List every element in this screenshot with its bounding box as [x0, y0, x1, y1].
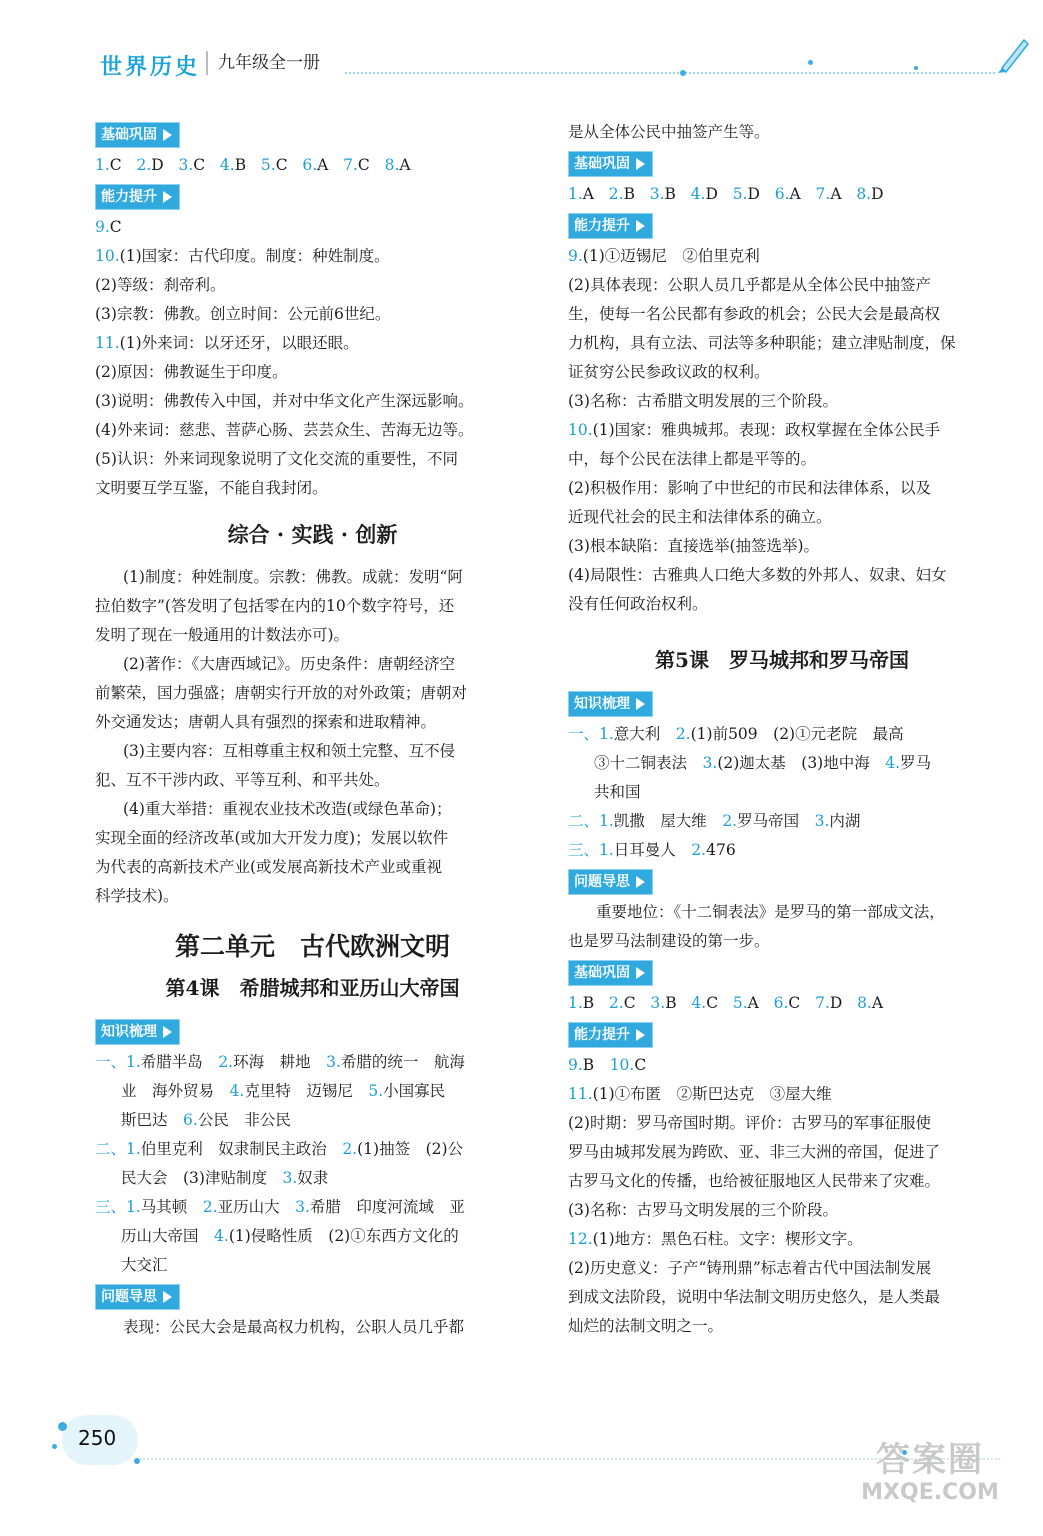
paragraph-line: (4)重大举措：重视农业技术改造(或绿色革命)；	[123, 800, 452, 818]
answer-text: (1)外来词：以牙还牙，以眼还眼。	[119, 334, 359, 352]
q-num: 8.	[856, 185, 872, 203]
paragraph-line: 犯、互不干涉内政、平等互利、和平共处。	[95, 771, 390, 789]
q-num: 6.	[774, 185, 790, 203]
answer-line	[568, 503, 996, 532]
lesson-title-4: 第4课 希腊城邦和亚历山大帝国	[165, 976, 460, 1000]
q-num: 5.	[732, 994, 748, 1012]
answer-line	[95, 300, 530, 329]
answer: A	[399, 156, 411, 174]
answer-text: 大交汇	[121, 1256, 168, 1274]
answer-line	[95, 445, 530, 474]
answer: C	[623, 994, 636, 1012]
answer-text: C	[634, 1056, 647, 1074]
paragraph-line: 也是罗马法制建设的第一步。	[568, 932, 770, 950]
answer-line	[95, 358, 530, 387]
q-num: 5.	[732, 185, 748, 203]
answer-text: 希腊的统一 航海	[340, 1053, 465, 1071]
q-num: 2.	[722, 812, 738, 830]
answer: D	[151, 156, 164, 174]
q-num: 4.	[229, 1082, 245, 1100]
answer-text: 意大利	[613, 725, 676, 743]
answer: D	[871, 185, 884, 203]
header-dot	[680, 70, 686, 76]
q-num: 3.	[702, 754, 718, 772]
answer-line	[95, 151, 530, 180]
answer-text: 文明要互学互鉴，不能自我封闭。	[95, 479, 328, 497]
answer-text: ③十二铜表法	[594, 754, 703, 772]
answer-line	[95, 1106, 530, 1135]
section-tag-jichu: 基础巩固	[568, 151, 653, 177]
answer-line	[568, 1254, 996, 1283]
q-num: 2.	[342, 1140, 358, 1158]
answer-line	[568, 387, 996, 416]
answer-line	[568, 807, 996, 836]
answer: C	[706, 994, 719, 1012]
q-num: 一、1.	[95, 1053, 141, 1071]
answer-line	[568, 590, 996, 619]
answer: A	[830, 185, 842, 203]
section-tag-zhishi: 知识梳理	[95, 1019, 180, 1045]
answer: D	[829, 994, 843, 1012]
q-num: 7.	[343, 156, 358, 174]
answer: C	[275, 156, 288, 174]
q-num: 8.	[857, 994, 872, 1012]
q-num: 二、1.	[95, 1140, 141, 1158]
q-num: 3.	[295, 1198, 310, 1216]
answer: B	[582, 994, 595, 1012]
footer-dot	[52, 1444, 57, 1449]
answer-line	[568, 720, 996, 749]
section-tag-nengli: 能力提升	[568, 1022, 653, 1048]
paragraph-line: 拉伯数字”(答发明了包括零在内的10个数字符号，还	[95, 597, 455, 615]
answer-line	[568, 329, 996, 358]
answer-text: (1)①迈锡尼 ②伯里克利	[582, 247, 760, 265]
answer-text: (2)历史意义：子产“铸刑鼎”标志着古代中国法制发展	[568, 1259, 932, 1277]
answer-text: (5)认识：外来词现象说明了文化交流的重要性，不同	[95, 450, 458, 468]
paragraph-line: 实现全面的经济改革(或加大开发力度)；发展以软件	[95, 829, 449, 847]
answer-line	[95, 474, 530, 503]
answer-line	[568, 474, 996, 503]
answer: D	[705, 185, 718, 203]
q-num: 9.	[568, 1056, 583, 1074]
q-num: 12.	[568, 1230, 593, 1248]
answer-line	[568, 532, 996, 561]
answer-line	[568, 1138, 996, 1167]
q-num: 2.	[691, 841, 707, 859]
answer-line	[95, 1193, 530, 1222]
answer-text: 斯巴达	[121, 1111, 184, 1129]
answer-line	[95, 242, 530, 271]
section-tag-zhishi: 知识梳理	[568, 691, 653, 717]
footer-dot	[58, 1422, 67, 1431]
answer-text: 生，使每一名公民都有参政的机会；公民大会是最高权	[568, 305, 941, 323]
answer-text: (2)等级：刹帝利。	[95, 276, 226, 294]
answer: C	[109, 156, 122, 174]
pen-icon	[994, 34, 1030, 74]
section-tag-nengli: 能力提升	[568, 213, 653, 239]
q-num: 5.	[368, 1082, 384, 1100]
q-num: 1.	[568, 185, 583, 203]
paragraph-line: (3)主要内容：互相尊重主权和领土完整、互不侵	[123, 742, 455, 760]
q-num: 10.	[609, 1056, 635, 1074]
answer: C	[193, 156, 206, 174]
answer-line	[568, 271, 996, 300]
answer-text: (1)①布匿 ②斯巴达克 ③屋大维	[592, 1085, 832, 1103]
answer-text: (4)局限性：古雅典人口绝大多数的外邦人、奴隶、妇女	[568, 566, 947, 584]
answer-text: 灿烂的法制文明之一。	[568, 1317, 724, 1335]
answer-text: 罗马	[900, 754, 932, 772]
section-tag-jichu: 基础巩固	[95, 122, 180, 148]
answer-text: (2)迦太基 (3)地中海	[717, 754, 886, 772]
q-num: 2.	[136, 156, 152, 174]
paragraph-line: 科学技术)。	[95, 887, 179, 905]
q-num: 3.	[649, 185, 665, 203]
answer: D	[747, 185, 760, 203]
answer-text: (3)根本缺陷：直接选举(抽签选举)。	[568, 537, 820, 555]
watermark	[855, 1440, 1005, 1506]
answer-text: 凯撒 屋大维	[613, 812, 723, 830]
answer-line	[568, 1080, 996, 1109]
subject-title: 世界历史	[100, 55, 201, 80]
answer-text: (4)外来词：慈悲、菩萨心肠、芸芸众生、苦海无边等。	[95, 421, 474, 439]
paragraph-line: 前繁荣，国力强盛；唐朝实行开放的对外政策；唐朝对	[95, 684, 468, 702]
q-num: 8.	[384, 156, 400, 174]
q-num: 3.	[814, 812, 830, 830]
answer-line	[568, 1283, 996, 1312]
q-num: 3.	[326, 1053, 341, 1071]
q-num: 6.	[773, 994, 789, 1012]
header-dot	[914, 66, 918, 70]
q-num: 1.	[568, 994, 583, 1012]
q-num: 3.	[650, 994, 666, 1012]
answer-text: 克里特 迈锡尼	[244, 1082, 369, 1100]
q-num: 10.	[95, 247, 120, 265]
answer-line	[568, 1312, 996, 1341]
q-num: 三、1.	[568, 841, 614, 859]
answer-line	[95, 1222, 530, 1251]
answer-text: 民大会 (3)津贴制度	[121, 1169, 283, 1187]
q-num: 11.	[95, 334, 120, 352]
answer-text: 公民 非公民	[197, 1111, 291, 1129]
q-num: 4.	[691, 994, 707, 1012]
watermark-url: MXQE.COM	[861, 1480, 999, 1505]
answer-line	[568, 1225, 996, 1254]
paragraph-line: 表现：公民大会是最高权力机构，公职人员几乎都	[123, 1318, 465, 1336]
paragraph-line: (1)制度：种姓制度。宗教：佛教。成就：发明“阿	[123, 568, 463, 586]
answer-text: 希腊半岛	[140, 1053, 219, 1071]
answer: C	[357, 156, 370, 174]
grade-label: 九年级全一册	[206, 51, 320, 75]
answer-line	[95, 1048, 530, 1077]
answer-text: (2)原因：佛教诞生于印度。	[95, 363, 288, 381]
answer-line	[568, 1167, 996, 1196]
answer-text: 证贫穷公民参政议政的权利。	[568, 363, 770, 381]
answer: A	[317, 156, 329, 174]
q-num: 2.	[675, 725, 691, 743]
section-tag-wenti: 问题导思	[95, 1284, 180, 1310]
right-column	[568, 118, 996, 1341]
answer-line	[95, 1135, 530, 1164]
answer-line	[95, 416, 530, 445]
answer-line	[568, 358, 996, 387]
answer-line	[568, 1196, 996, 1225]
answer-line	[568, 416, 996, 445]
answer-line	[568, 1051, 996, 1080]
q-num: 7.	[815, 185, 831, 203]
answer-text: 伯里克利 奴隶制民主政治	[140, 1140, 343, 1158]
paragraph-line: 为代表的高新技术产业(或发展高新技术产业或重视	[95, 858, 443, 876]
paragraph-line: 是从全体公民中抽签产生等。	[568, 123, 770, 141]
answer-text: 共和国	[594, 783, 641, 801]
answer-text: 日耳曼人	[613, 841, 692, 859]
answer: A	[871, 994, 884, 1012]
answer-text: (2)积极作用：影响了中世纪的市民和法律体系，以及	[568, 479, 931, 497]
section-tag-wenti: 问题导思	[568, 869, 653, 895]
answer-line	[95, 213, 530, 242]
q-num: 一、1.	[568, 725, 614, 743]
answer-line	[568, 180, 996, 209]
q-num: 2.	[608, 185, 624, 203]
lesson-title-5: 第5课 罗马城邦和罗马帝国	[655, 648, 909, 672]
answer: B	[234, 156, 247, 174]
section-heading-zonghe: 综合 · 实践 · 创新	[227, 522, 398, 547]
paragraph-line: 外交通发达；唐朝人具有强烈的探索和进取精神。	[95, 713, 437, 731]
answer-line	[568, 300, 996, 329]
q-num: 7.	[815, 994, 830, 1012]
answer-text: (1)地方：黑色石柱。文字：楔形文字。	[592, 1230, 863, 1248]
answer: B	[623, 185, 635, 203]
answer-text: B	[582, 1056, 610, 1074]
answer: A	[789, 185, 801, 203]
answer-line	[568, 989, 996, 1018]
answer-text: 奴隶	[297, 1169, 329, 1187]
page-number: 250	[78, 1426, 117, 1450]
answer-text: C	[109, 218, 122, 236]
answer-text: 没有任何政治权利。	[568, 595, 708, 613]
q-num: 4.	[219, 156, 235, 174]
answer-line	[568, 1109, 996, 1138]
q-num: 11.	[568, 1085, 593, 1103]
answer-text: 古罗马文化的传播，也给被征服地区人民带来了灾难。	[568, 1172, 941, 1190]
answer-text: 环海 耕地	[233, 1053, 327, 1071]
watermark-logo: 答案圈	[876, 1440, 984, 1480]
left-column	[95, 118, 530, 1342]
page-header	[0, 0, 1043, 100]
answer-text: 希腊 印度河流域 亚	[309, 1198, 465, 1216]
answer-text: 小国寡民	[383, 1082, 446, 1100]
q-num: 1.	[95, 156, 110, 174]
answer-line	[95, 1251, 530, 1280]
answer-text: (3)名称：古希腊文明发展的三个阶段。	[568, 392, 838, 410]
answer: A	[582, 185, 594, 203]
answer-text: 内湖	[829, 812, 861, 830]
answer-text: (1)侵略性质 (2)①东西方文化的	[228, 1227, 459, 1245]
paragraph-line: 重要地位：《十二铜表法》是罗马的第一部成文法，	[596, 903, 945, 921]
answer-line	[568, 561, 996, 590]
answer-text: (3)说明：佛教传入中国，并对中华文化产生深远影响。	[95, 392, 474, 410]
q-num: 6.	[302, 156, 318, 174]
answer-text: 亚历山大	[217, 1198, 296, 1216]
answer-line	[95, 329, 530, 358]
paragraph-line: 发明了现在一般通用的计数法亦可)。	[95, 626, 350, 644]
answer-line	[568, 749, 996, 778]
q-num: 2.	[202, 1198, 218, 1216]
answer-text: 历山大帝国	[121, 1227, 215, 1245]
answer-text: 476	[706, 841, 736, 859]
q-num: 三、1.	[95, 1198, 141, 1216]
answer-text: 马其顿	[140, 1198, 203, 1216]
q-num: 3.	[282, 1169, 298, 1187]
q-num: 4.	[885, 754, 901, 772]
answer-text: (1)抽签 (2)公	[357, 1140, 464, 1158]
answer-line	[568, 445, 996, 474]
answer-text: 到成文法阶段，说明中华法制文明历史悠久，是人类最	[568, 1288, 941, 1306]
answer: C	[788, 994, 801, 1012]
q-num: 3.	[178, 156, 194, 174]
answer-line	[95, 1164, 530, 1193]
q-num: 10.	[568, 421, 593, 439]
answer-text: (2)时期：罗马帝国时期。评价：古罗马的军事征服使	[568, 1114, 931, 1132]
q-num: 2.	[608, 994, 624, 1012]
answer-text: (3)宗教：佛教。创立时间：公元前6世纪。	[95, 305, 391, 323]
q-num: 4.	[690, 185, 706, 203]
answer-text: 罗马帝国	[737, 812, 815, 830]
answer-text: 中，每个公民在法律上都是平等的。	[568, 450, 817, 468]
answer-text: (1)国家：古代印度。制度：种姓制度。	[119, 247, 390, 265]
unit-title: 第二单元 古代欧洲文明	[174, 932, 450, 961]
q-num: 6.	[183, 1111, 198, 1129]
header-dot	[808, 60, 813, 65]
q-num: 9.	[568, 247, 583, 265]
answer-line	[95, 271, 530, 300]
page-footer	[0, 1400, 1043, 1536]
answer-text: (1)国家：雅典城邦。表现：政权掌握在全体公民手	[592, 421, 941, 439]
paragraph-line: (2)著作：《大唐西域记》。历史条件：唐朝经济空	[123, 655, 455, 673]
answer-text: (3)名称：古罗马文明发展的三个阶段。	[568, 1201, 838, 1219]
answer-text: 近现代社会的民主和法律体系的确立。	[568, 508, 832, 526]
answer: B	[665, 994, 677, 1012]
answer-line	[95, 1077, 530, 1106]
answer: A	[747, 994, 759, 1012]
q-num: 2.	[218, 1053, 234, 1071]
answer-text: 力机构，具有立法、司法等多种职能；建立津贴制度，保	[568, 334, 956, 352]
answer-line	[95, 387, 530, 416]
q-num: 4.	[214, 1227, 229, 1245]
answer-line	[568, 778, 996, 807]
spacer	[568, 619, 996, 641]
section-tag-nengli: 能力提升	[95, 184, 180, 210]
answer-text: (1)前509 (2)①元老院 最高	[690, 725, 904, 743]
header-dotted-line	[345, 72, 995, 74]
q-num: 9.	[95, 218, 110, 236]
answer-text: (2)具体表现：公职人员几乎都是从全体公民中抽签产	[568, 276, 931, 294]
q-num: 5.	[260, 156, 276, 174]
answer-line	[568, 242, 996, 271]
answer-text: 罗马由城邦发展为跨欧、亚、非三大洲的帝国，促进了	[568, 1143, 941, 1161]
q-num: 二、1.	[568, 812, 614, 830]
answer-line	[568, 836, 996, 865]
answer: B	[664, 185, 676, 203]
section-tag-jichu: 基础巩固	[568, 960, 653, 986]
answer-text: 业 海外贸易	[121, 1082, 230, 1100]
